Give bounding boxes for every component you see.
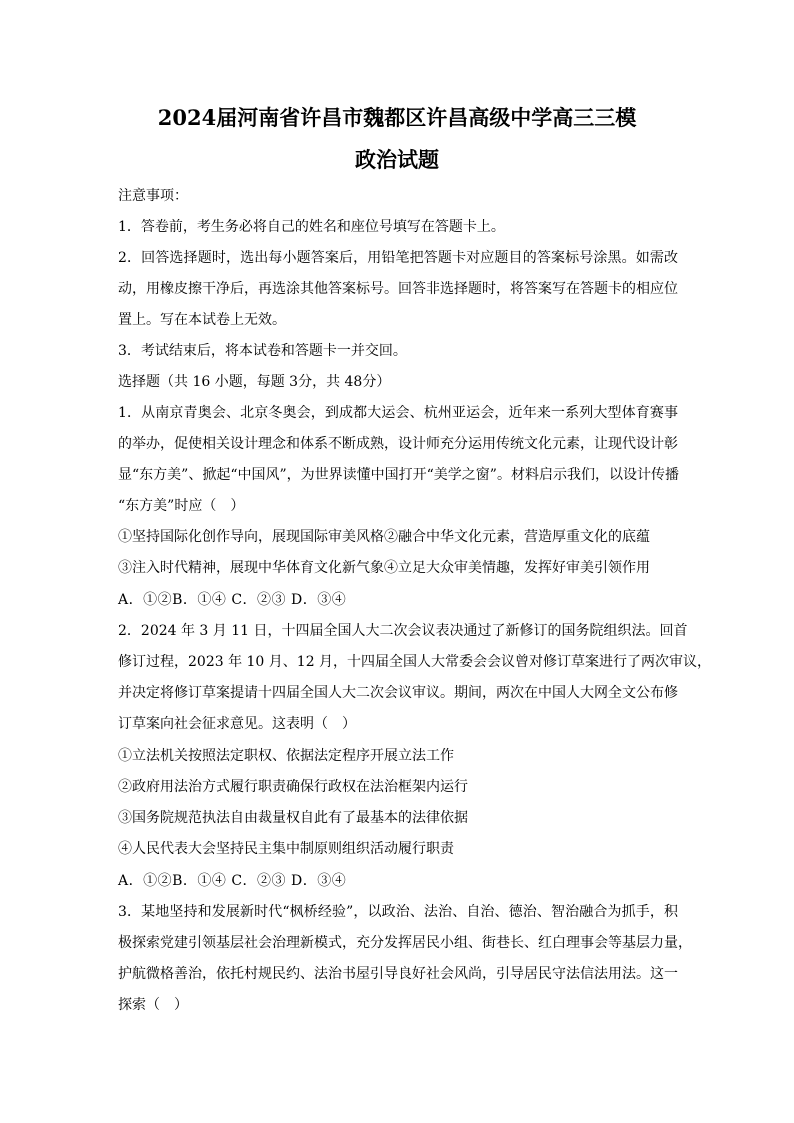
exam-subject: 政治试题: [355, 147, 439, 172]
notice-line: 3．考试结束后，将本试卷和答题卡一并交回。: [118, 343, 407, 359]
question-stem-line: 1．从南京青奥会、北京冬奥会，到成都大运会、杭州亚运会，近年来一系列大型体育赛事: [118, 405, 678, 421]
section-heading: 选择题（共 16 小题，每题 3分，共 48分）: [118, 374, 391, 390]
question-stem-line: 显“东方美”、掀起“中国风”，为世界读懂中国打开“美学之窗”。材料启示我们，以设计传播: [118, 467, 679, 483]
question-stem-line: “东方美”时应（ ）: [118, 498, 245, 514]
question-stem-line: 探索（ ）: [118, 997, 188, 1013]
question-stem-line: 护航微格善治，依托村规民约、法治书屋引导良好社会风尚，引导居民守法信法用法。这一: [118, 966, 678, 982]
question-option-line: ①立法机关按照法定职权、依据法定程序开展立法工作: [118, 748, 454, 764]
question-option-line: ①坚持国际化创作导向，展现国际审美风格②融合中华文化元素，营造厚重文化的底蕴: [118, 529, 650, 545]
notice-line: 置上。写在本试卷上无效。: [118, 312, 286, 328]
answer-choices: A．①②B．①④ C．②③ D．③④: [118, 592, 347, 608]
notice-line: 动，用橡皮擦干净后，再选涂其他答案标号。回答非选择题时，将答案写在答题卡的相应位: [118, 281, 678, 297]
question-option-line: ③国务院规范执法自由裁量权自此有了最基本的法律依据: [118, 810, 468, 826]
question-stem-line: 修订过程，2023 年 10 月、12 月，十四届全国人大常委会会议曾对修订草案进行了两次审议，: [118, 654, 712, 670]
question-option-line: ④人民代表大会坚持民主集中制原则组织活动履行职责: [118, 841, 454, 857]
question-stem-line: 的举办，促使相关设计理念和体系不断成熟，设计师充分运用传统文化元素，让现代设计彰: [118, 436, 678, 452]
question-stem-line: 2．2024 年 3 月 11 日，十四届全国人大二次会议表决通过了新修订的国务院组织法。回首: [118, 623, 688, 639]
question-stem-line: 3．某地坚持和发展新时代“枫桥经验”，以政治、法治、自治、德治、智治融合为抓手，积: [118, 904, 678, 920]
question-stem-line: 极探索党建引领基层社会治理新模式，充分发挥居民小组、街巷长、红白理事会等基层力量，: [118, 935, 692, 951]
answer-choices: A．①②B．①④ C．②③ D．③④: [118, 873, 347, 889]
question-stem-line: 并决定将修订草案提请十四届全国人大二次会议审议。期间，两次在中国人大网全文公布修: [118, 685, 678, 701]
question-option-line: ③注入时代精神，展现中华体育文化新气象④立足大众审美情趣，发挥好审美引领作用: [118, 560, 650, 576]
notice-line: 2．回答选择题时，选出每小题答案后，用铅笔把答题卡对应题目的答案标号涂黑。如需改: [118, 250, 678, 266]
exam-title: 2024届河南省许昌市魏都区许昌高级中学高三三模: [157, 105, 637, 130]
question-stem-line: 订草案向社会征求意见。这表明（ ）: [118, 716, 356, 732]
notice-heading: 注意事项：: [118, 188, 188, 204]
notice-line: 1．答卷前，考生务必将自己的姓名和座位号填写在答题卡上。: [118, 219, 505, 235]
question-option-line: ②政府用法治方式履行职责确保行政权在法治框架内运行: [118, 779, 468, 795]
